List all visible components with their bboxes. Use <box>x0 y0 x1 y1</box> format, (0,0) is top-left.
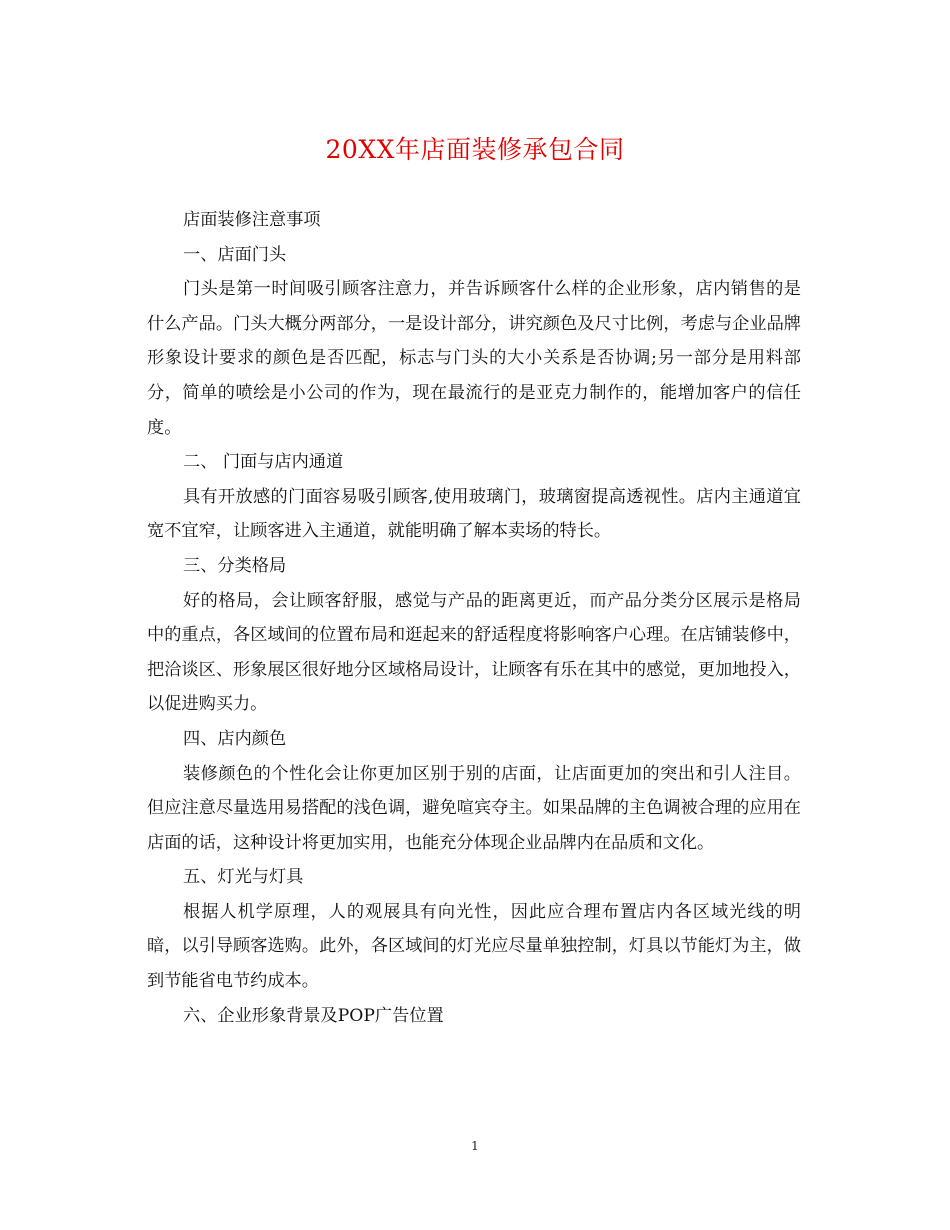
paragraph-layout: 好的格局，会让顾客舒服，感觉与产品的距离更近，而产品分类分区展示是格局中的重点，各区域间的位置布局和逛起来的舒适程度将影响客户心理。在店铺装修中，把洽谈区、形象展区很好地分区域格局设计，让顾客有乐在其中的感觉，更加地投入，以促进购买力。 <box>147 590 801 715</box>
section-heading-storefront-sign: 一、店面门头 <box>183 244 287 265</box>
document-title: 20XX年店面装修承包合同 <box>325 135 625 164</box>
document-body <box>147 203 801 1033</box>
section-heading-entrance-aisle: 二、 门面与店内通道 <box>183 452 344 473</box>
section-heading-lighting: 五、灯光与灯具 <box>183 867 304 888</box>
page-number: 1 <box>471 1139 479 1153</box>
section-heading-layout: 三、分类格局 <box>183 555 287 576</box>
paragraph-colors: 装修颜色的个性化会让你更加区别于别的店面，让店面更加的突出和引人注目。但应注意尽量选用易搭配的浅色调，避免喧宾夺主。如果品牌的主色调被合理的应用在店面的话，这种设计将更加实用，也能充分体现企业品牌内在品质和文化。 <box>147 763 801 853</box>
section-heading-colors: 四、店内颜色 <box>183 728 287 749</box>
paragraph-lighting: 根据人机学原理，人的观展具有向光性，因此应合理布置店内各区域光线的明暗，以引导顾客选购。此外，各区域间的灯光应尽量单独控制，灯具以节能灯为主，做到节能省电节约成本。 <box>147 901 801 992</box>
paragraph-entrance-aisle: 具有开放感的门面容易吸引顾客,使用玻璃门，玻璃窗提高透视性。店内主通道宜宽不宜窄，让顾客进入主通道，就能明确了解本卖场的特长。 <box>147 486 801 542</box>
section-heading-brand-pop: 六、企业形象背景及POP广告位置 <box>183 1005 444 1026</box>
section-heading-notes: 店面装修注意事项 <box>183 210 321 230</box>
paragraph-storefront-sign: 门头是第一时间吸引顾客注意力，并告诉顾客什么样的企业形象，店内销售的是什么产品。门头大概分两部分，一是设计部分，讲究颜色及尺寸比例，考虑与企业品牌形象设计要求的颜色是否匹配，标志与门头的大小关系是否协调;另一部分是用料部分，简单的喷绘是小公司的作为，现在最流行的是亚克力制作的，能增加客户的信任度。 <box>147 279 801 438</box>
